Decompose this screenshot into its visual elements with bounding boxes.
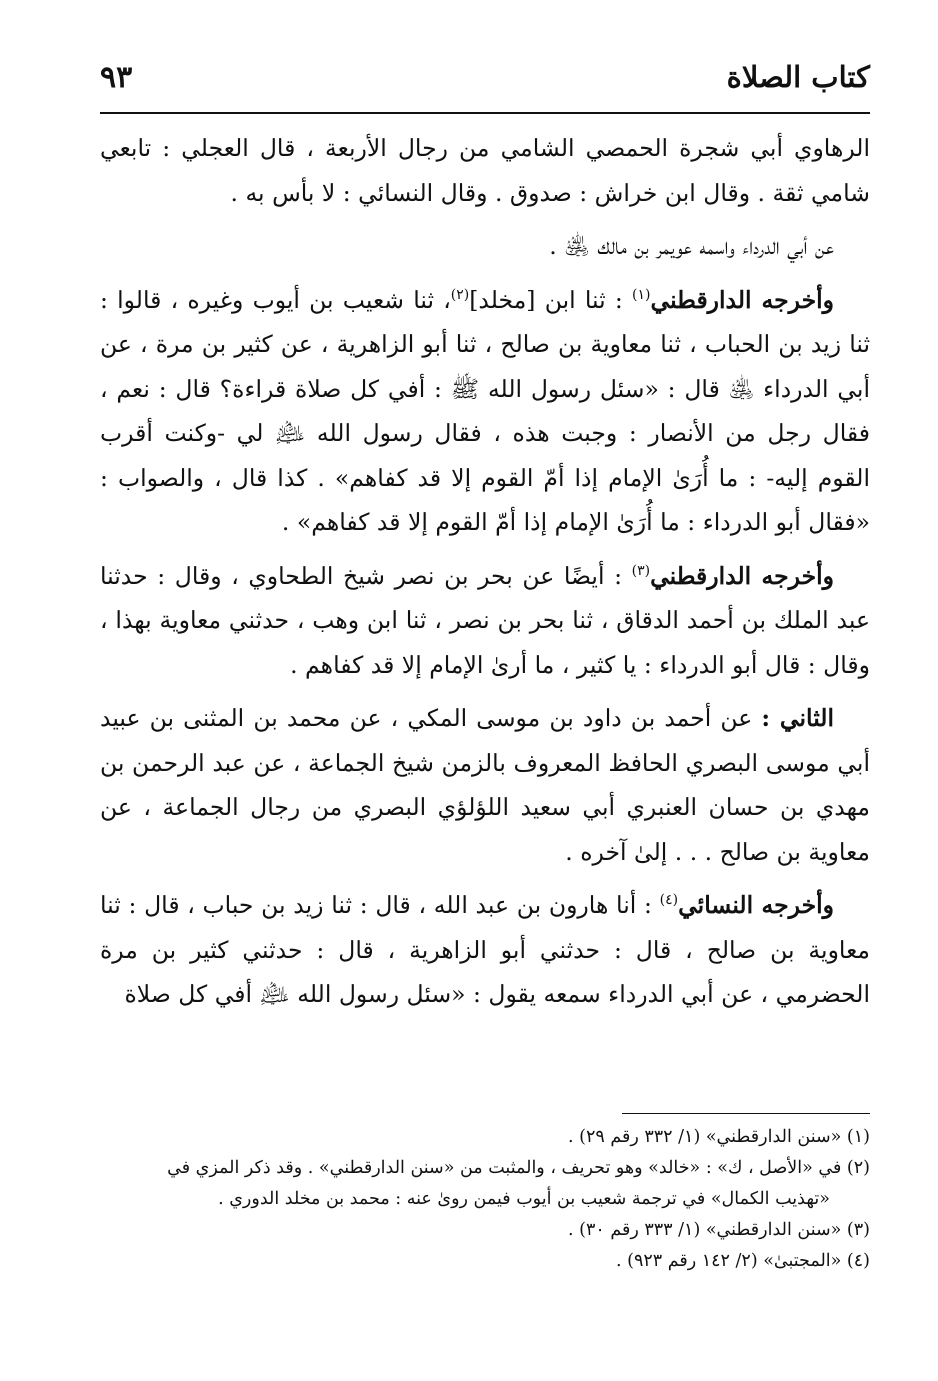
paragraph-1: الرهاوي أبي شجرة الحمصي الشامي من رجال الأربعة ، قال العجلي : تابعي شامي ثقة . وقال ابن خراش : صدوق . وقال النسائي : لا بأس به . — [100, 134, 870, 207]
source-label: وأخرجه الدارقطني — [650, 285, 834, 314]
footnote-2: (٢) في «الأصل ، ك» : «خالد» وهو تحريف ، والمثبت من «سنن الدارقطني» . وقد ذكر المزي في — [167, 1158, 870, 1178]
footnote-4: (٤) «المجتبىٰ» (٢/ ١٤٢ رقم ٩٢٣) . — [615, 1251, 870, 1271]
page-number: ٩٣ — [100, 60, 133, 95]
paragraph-4 — [100, 554, 870, 688]
paragraph-3 — [100, 278, 870, 545]
footnote-3: (٣) «سنن الدارقطني» (١/ ٣٣٣ رقم ٣٠) . — [568, 1220, 870, 1240]
paragraph-5 — [100, 696, 870, 874]
source-label: وأخرجه الدارقطني — [650, 561, 834, 590]
paragraph-4-text: : أيضًا عن بحر بن نصر شيخ الطحاوي ، وقال : حدثنا عبد الملك بن أحمد الدقاق ، ثنا بحر بن نصر ، ثنا ابن وهب ، حدثني معاوية بهذا ، وقال : قال أبو الدرداء : يا كثير ، ما أرىٰ الإمام إلا قد كفاهم . — [100, 561, 870, 679]
header-divider — [100, 112, 870, 114]
paragraph-2: عن أبي الدرداء واسمه عويمر بن مالك ﵁ . — [549, 232, 834, 260]
paragraph-3-text-b: ، ثنا شعيب بن أيوب وغيره ، قالوا : ثنا زيد بن الحباب ، ثنا معاوية بن صالح ، ثنا أبو الزاهرية ، عن كثير بن مرة ، عن أبي الدرداء ﵁ قال : «سئل رسول الله ﷺ : أفي كل صلاة قراءة؟ قال : نعم ، فقال رجل من الأنصار : وجبت هذه ، فقال رسول الله ﵇ لي -وكنت أقرب القوم إليه- : ما أُرَىٰ الإمام إذا أمّ القوم إلا قد كفاهم» . كذا قال ، والصواب : «فقال أبو الدرداء : ما أُرَىٰ الإمام إذا أمّ القوم إلا قد كفاهم» . — [100, 285, 870, 536]
main-text — [100, 126, 870, 1026]
footnote-marker-4: (٤) — [659, 892, 679, 909]
source-label: وأخرجه النسائي — [678, 891, 835, 919]
paragraph-3-text-a: : ثنا ابن [مخلد] — [469, 285, 633, 314]
footnote-marker-1: (١) — [632, 286, 651, 303]
paragraph-6-text: : أنا هارون بن عبد الله ، قال : ثنا زيد بن حباب ، قال : ثنا معاوية بن صالح ، قال : حدثني أبو الزاهرية ، قال : حدثني كثير بن مرة الحضرمي ، عن أبي الدرداء سمعه يقول : «سئل رسول الله ﵇ أفي كل صلاة — [100, 891, 870, 1008]
footnote-marker-2: (٢) — [450, 286, 470, 303]
footnote-divider — [622, 1113, 870, 1114]
footnotes — [100, 1122, 870, 1277]
section-label: الثاني : — [761, 704, 834, 732]
paragraph-5-text: عن أحمد بن داود بن موسى المكي ، عن محمد بن المثنى بن عبيد أبي موسى البصري الحافظ المعروف بالزمن شيخ الجماعة ، عن عبد الرحمن بن مهدي بن حسان العنبري أبي سعيد اللؤلؤي البصري من رجال الجماعة ، عن معاوية بن صالح . . . إلىٰ آخره . — [100, 704, 870, 866]
paragraph-6 — [100, 883, 870, 1017]
footnote-2-continuation: «تهذيب الكمال» في ترجمة شعيب بن أيوب فيمن روىٰ عنه : محمد بن مخلد الدوري . — [218, 1189, 830, 1209]
footnote-marker-3: (٣) — [631, 562, 651, 579]
footnote-1: (١) «سنن الدارقطني» (١/ ٣٣٢ رقم ٢٩) . — [568, 1127, 870, 1147]
page-header — [100, 58, 870, 108]
running-title: كتاب الصلاة — [726, 60, 870, 94]
